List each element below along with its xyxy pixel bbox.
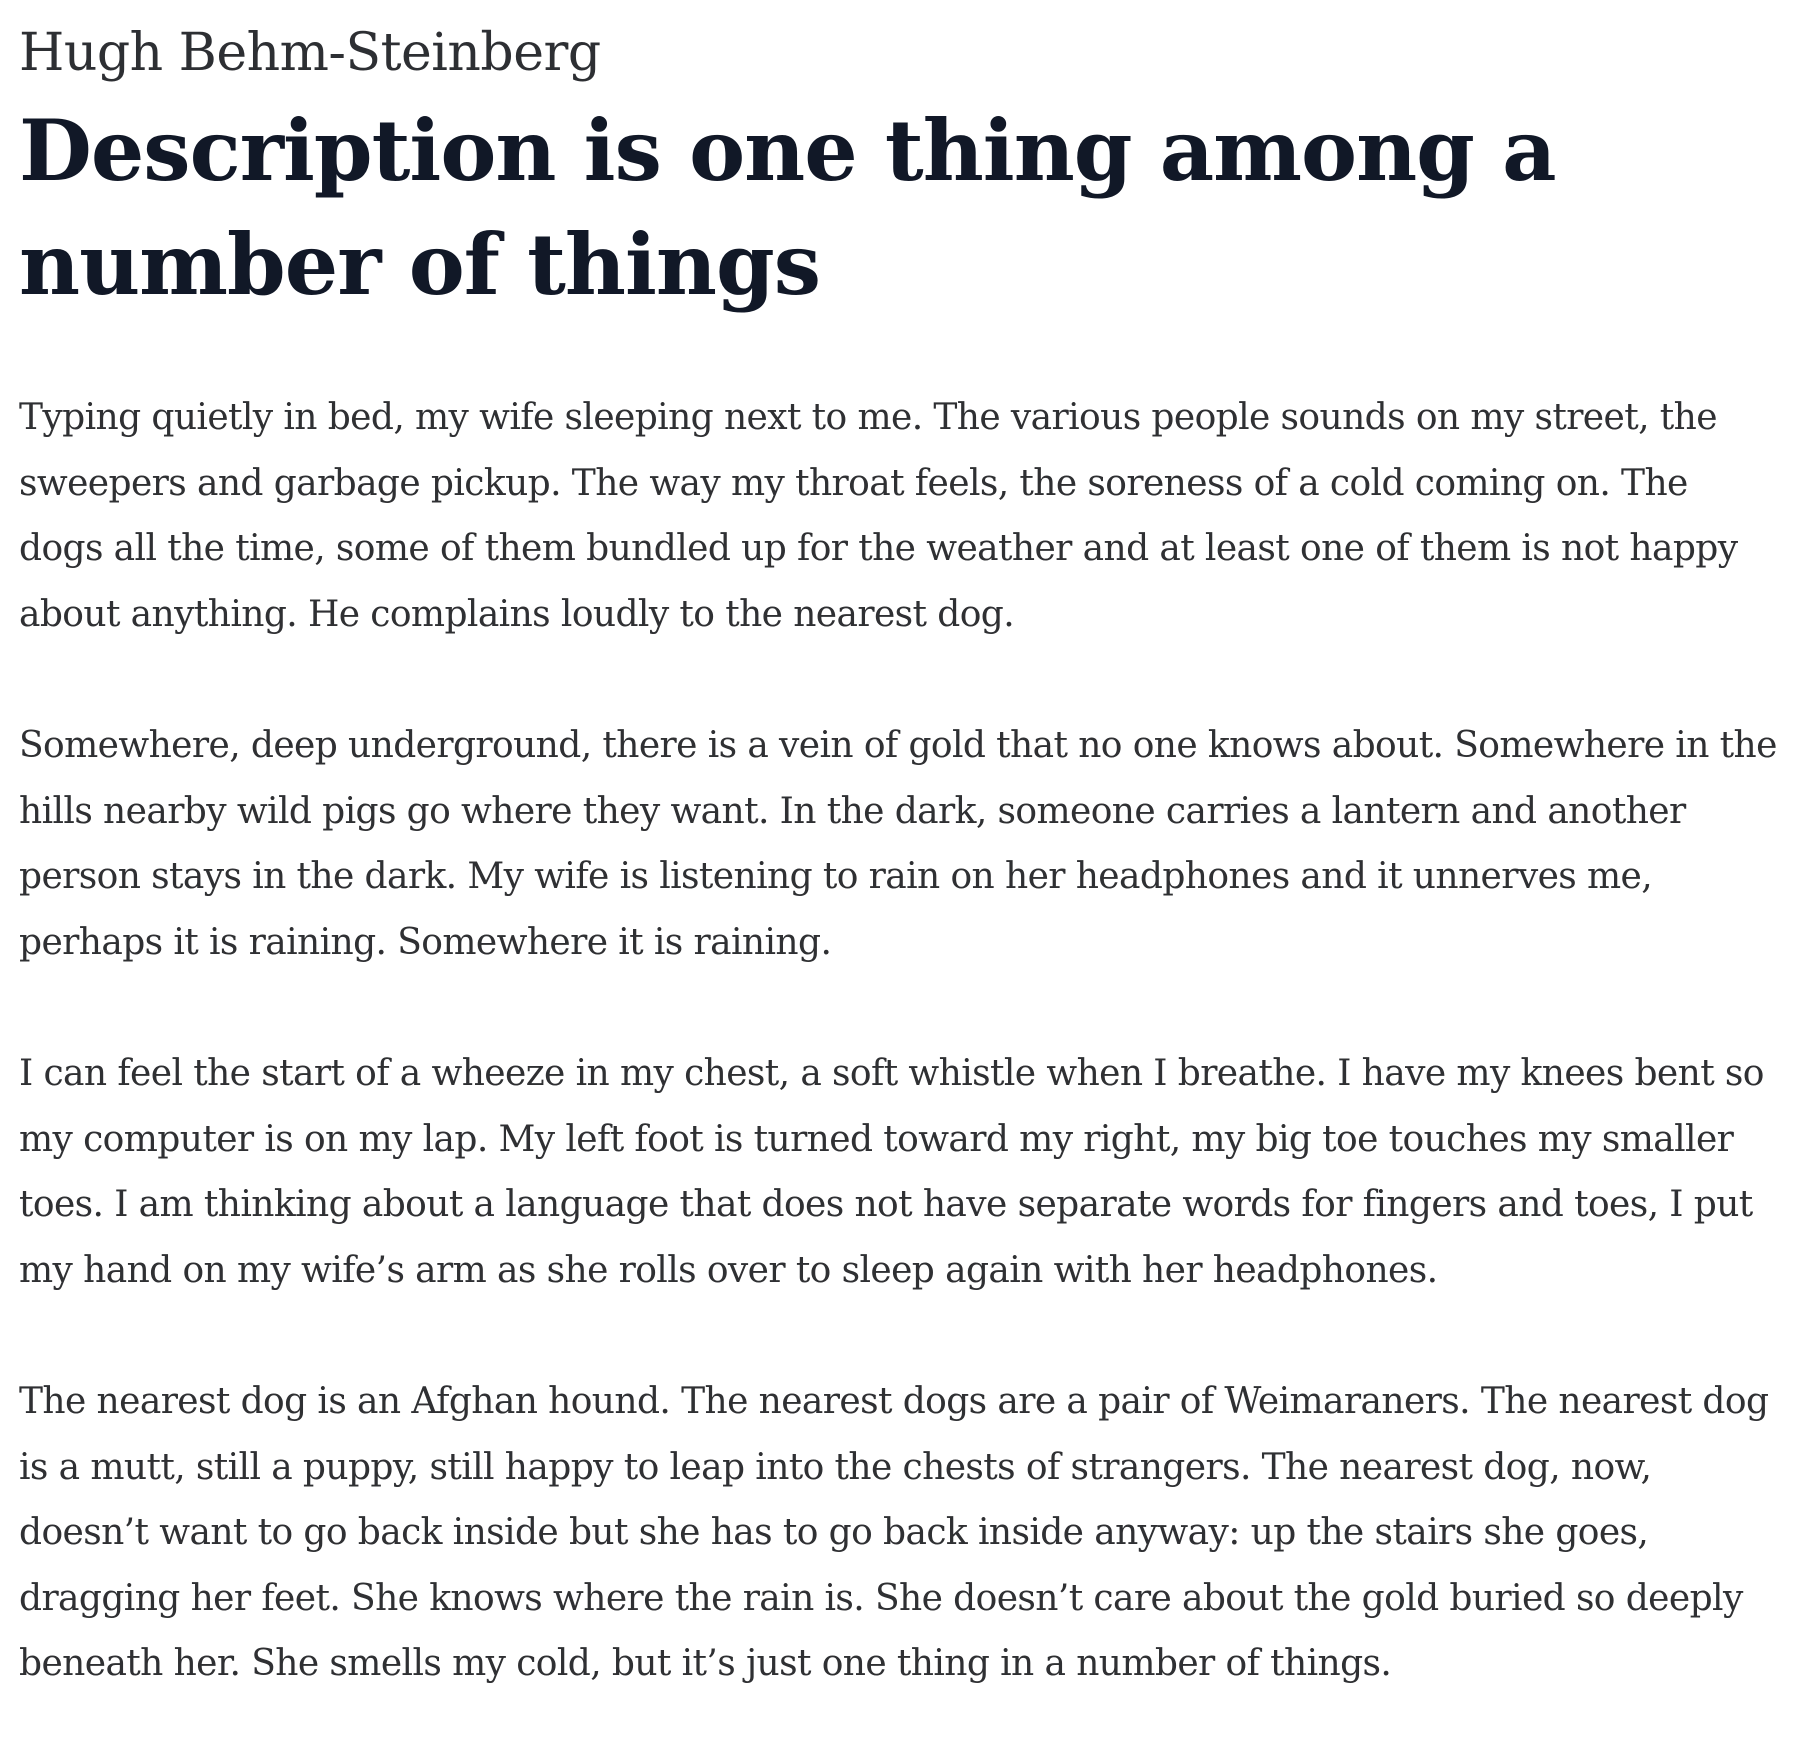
paragraph: Somewhere, deep underground, there is a vein of gold that no one knows about. Somewhere in the hills nearby wild pigs go where they want. In the dark, someone carries a lantern and another person stays in the dark. My wife is listening to rain on her headphones and it unnerves me, perhaps it is raining. Somewhere it is raining. bbox=[19, 724, 1777, 963]
article-page bbox=[19, 20, 1781, 1697]
paragraph: The nearest dog is an Afghan hound. The nearest dogs are a pair of Weimaraners. The nearest dog is a mutt, still a puppy, still happy to leap into the chests of strangers. The nearest dog, now, doesn’t want to go back inside but she has to go back inside anyway: up the stairs she goes, dragging her feet. She knows where the rain is. She doesn’t care about the gold buried so deeply beneath her. She smells my cold, but it’s just one thing in a number of things. bbox=[19, 1380, 1769, 1685]
article-title: Description is one thing among a number of things bbox=[19, 101, 1556, 314]
author-name: Hugh Behm-Steinberg bbox=[19, 23, 601, 83]
paragraph: Typing quietly in bed, my wife sleeping next to me. The various people sounds on my street, the sweepers and garbage pickup. The way my throat feels, the soreness of a cold coming on. The dogs all the time, some of them bundled up for the weather and at least one of them is not happy about anything. He complains loudly to the nearest dog. bbox=[19, 397, 1738, 635]
article-body bbox=[19, 385, 1781, 1697]
paragraph: I can feel the start of a wheeze in my chest, a soft whistle when I breathe. I have my knees bent so my computer is on my lap. My left foot is turned toward my right, my big toe touches my smaller toes. I am thinking about a language that does not have separate words for fingers and toes, I put my hand on my wife’s arm as she rolls over to sleep again with her headphones. bbox=[19, 1052, 1764, 1291]
